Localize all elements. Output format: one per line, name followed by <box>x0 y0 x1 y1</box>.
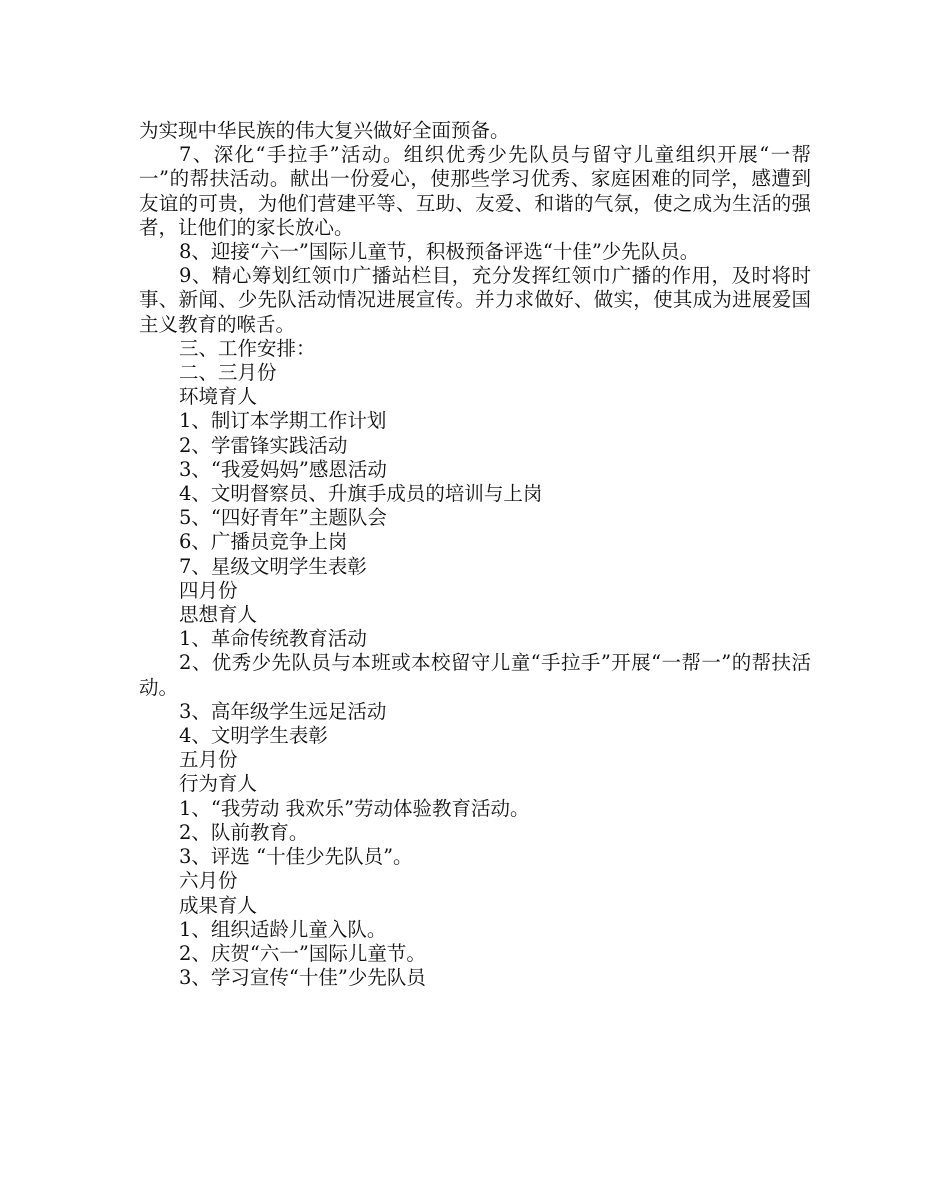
theme-heading: 思想育人 <box>179 603 258 627</box>
paragraph-item-9: 9、精心筹划红领巾广播站栏目，充分发挥红领巾广播的作用，及时将时事、新闻、少先队活动情况进展宣传。并力求做好、做实，使其成为进展爱国主义教育的喉舌。 <box>139 264 811 336</box>
section-heading: 三、工作安排： <box>179 336 316 360</box>
list-item: 1、“我劳动 我欢乐”劳动体验教育活动。 <box>179 796 530 820</box>
list-item: 1、革命传统教育活动 <box>179 627 367 651</box>
theme-heading: 行为育人 <box>179 772 258 796</box>
list-item: 2、队前教育。 <box>179 820 309 844</box>
list-item: 2、学雷锋实践活动 <box>179 433 348 457</box>
list-item: 2、优秀少先队员与本班或本校留守儿童“手拉手”开展“一帮一”的帮扶活动。 <box>139 651 811 699</box>
paragraph-item-7: 7、深化“手拉手”活动。组织优秀少先队员与留守儿童组织开展“一帮一”的帮扶活动。献出一份爱心，使那些学习优秀、家庭困难的同学，感遭到友谊的可贵，为他们营建平等、互助、友爱、和谐的气氛，使之成为生活的强者，让他们的家长放心。 <box>139 143 811 239</box>
theme-heading: 环境育人 <box>179 385 258 409</box>
list-item: 1、组织适龄儿童入队。 <box>179 917 387 941</box>
list-item: 7、星级文明学生表彰 <box>179 554 367 578</box>
paragraph-continuation: 为实现中华民族的伟大复兴做好全面预备。 <box>139 119 510 142</box>
month-heading-apr: 四月份 <box>179 578 238 602</box>
list-item: 1、制订本学期工作计划 <box>179 409 387 433</box>
theme-heading: 成果育人 <box>179 893 258 917</box>
month-heading-jun: 六月份 <box>179 869 238 893</box>
list-item: 3、高年级学生远足活动 <box>179 699 387 723</box>
list-item: 3、“我爱妈妈”感恩活动 <box>179 457 387 481</box>
month-heading-may: 五月份 <box>179 748 238 772</box>
list-item: 4、文明督察员、升旗手成员的培训与上岗 <box>179 482 543 506</box>
list-item: 6、广播员竞争上岗 <box>179 530 348 554</box>
document-page <box>139 119 811 990</box>
list-item: 2、庆贺“六一”国际儿童节。 <box>179 941 426 965</box>
list-item: 5、“四好青年”主题队会 <box>179 506 387 530</box>
list-item: 4、文明学生表彰 <box>179 724 328 748</box>
paragraph-item-8: 8、迎接“六一”国际儿童节，积极预备评选“十佳”少先队员。 <box>179 240 700 264</box>
month-heading-feb-mar: 二、三月份 <box>179 361 277 385</box>
list-item: 3、评选 “十佳少先队员”。 <box>179 845 413 869</box>
list-item: 3、学习宣传“十佳”少先队员 <box>179 966 426 990</box>
